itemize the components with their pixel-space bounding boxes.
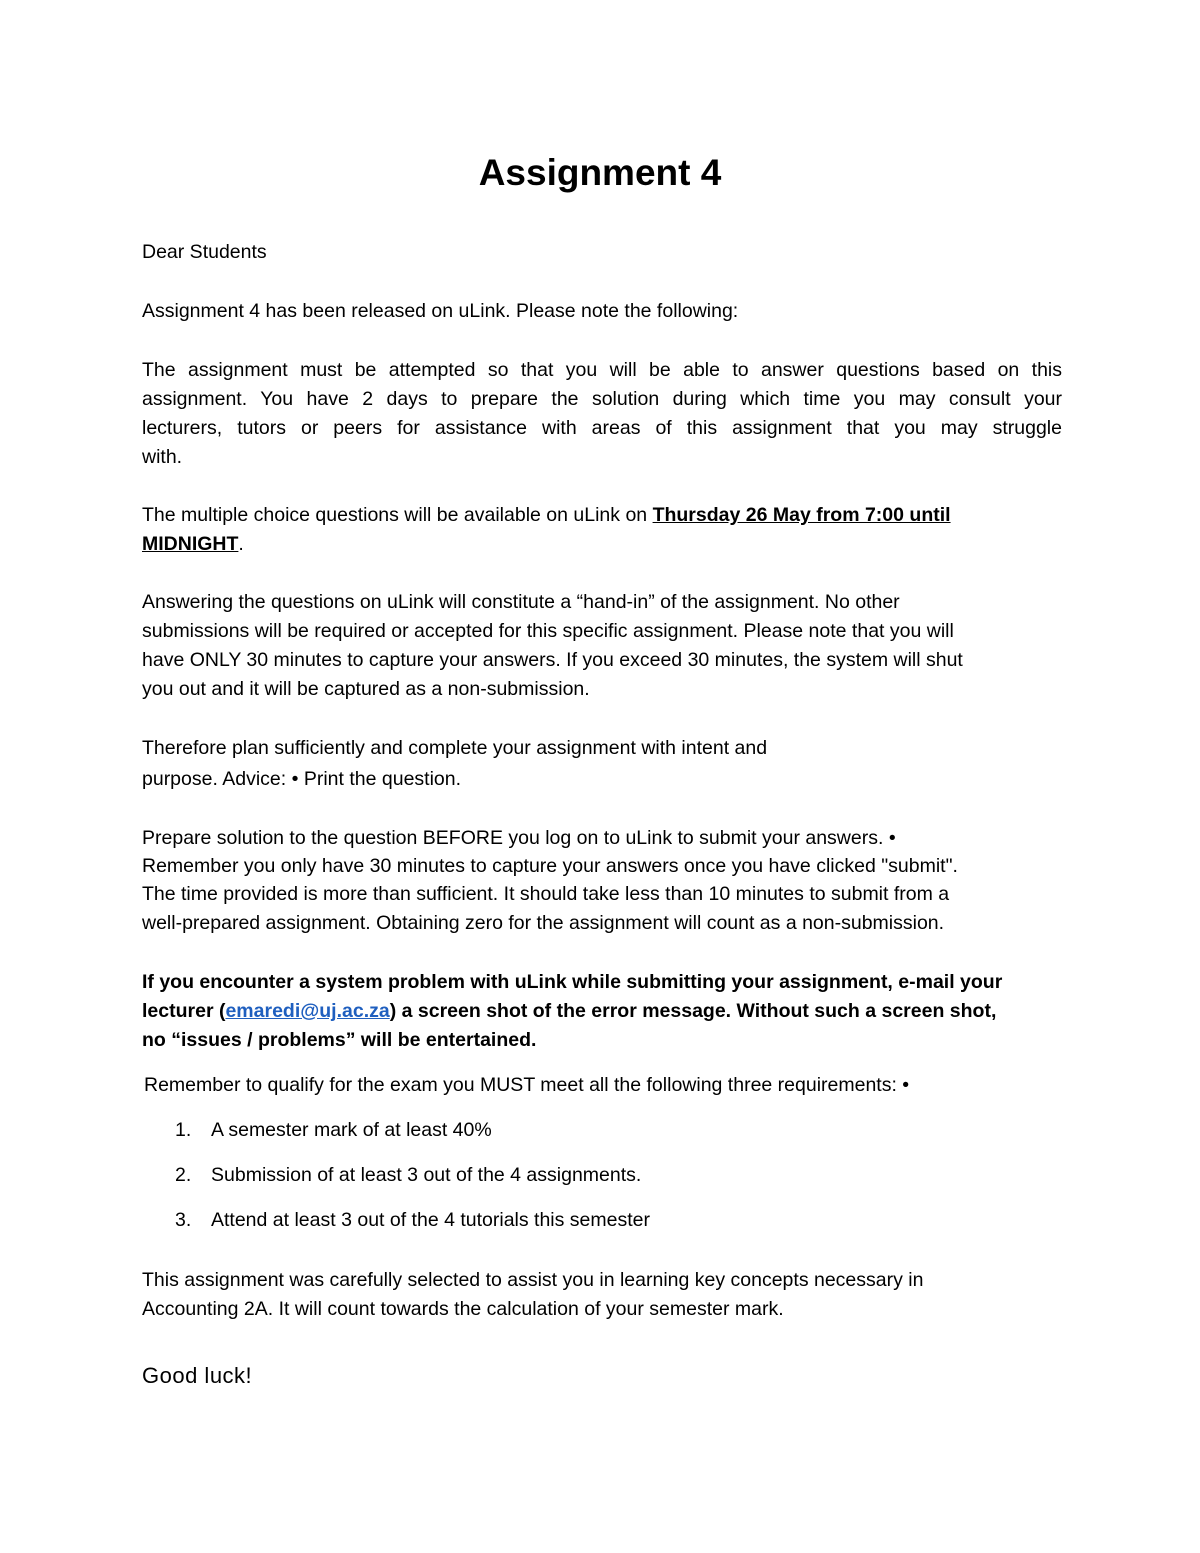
signoff: Good luck! xyxy=(142,1363,253,1388)
paragraph-line: you out and it will be captured as a non-submission. xyxy=(142,678,590,700)
availability-paragraph xyxy=(142,501,1042,559)
paragraph-line: Prepare solution to the question BEFORE you log on to uLink to submit your answers. • xyxy=(142,827,896,849)
intro-paragraph: Assignment 4 has been released on uLink. Please note the following: xyxy=(142,300,739,322)
lecturer-label: lecturer ( xyxy=(142,1000,226,1022)
paragraph-line: This assignment was carefully selected to assist you in learning key concepts necessary in xyxy=(142,1269,924,1291)
requirements-intro: Remember to qualify for the exam you MUST meet all the following three requirements: • xyxy=(144,1074,910,1096)
paragraph-line: well-prepared assignment. Obtaining zero for the assignment will count as a non-submission. xyxy=(142,912,945,934)
paragraph-line xyxy=(142,997,1062,1026)
list-item xyxy=(175,1161,641,1190)
paragraph-line: with. xyxy=(142,446,183,468)
paragraph-line: Accounting 2A. It will count towards the calculation of your semester mark. xyxy=(142,1298,784,1320)
list-number: 3. xyxy=(175,1209,192,1231)
paragraph-line: Answering the questions on uLink will constitute a “hand-in” of the assignment. No other xyxy=(142,591,900,613)
paragraph-line: have ONLY 30 minutes to capture your answers. If you exceed 30 minutes, the system will shut xyxy=(142,649,963,671)
paragraph-line: purpose. Advice: • Print the question. xyxy=(142,768,462,790)
paragraph-line: The assignment must be attempted so that you will be able to answer questions based on this xyxy=(142,359,1062,381)
greeting: Dear Students xyxy=(142,241,267,263)
lecturer-email-link[interactable]: emaredi@uj.ac.za xyxy=(225,1000,390,1022)
paragraph-line: submissions will be required or accepted for this specific assignment. Please note that you will xyxy=(142,620,954,642)
list-number: 1. xyxy=(175,1119,192,1141)
list-text: Attend at least 3 out of the 4 tutorials this semester xyxy=(211,1209,650,1231)
paragraph-line: assignment. You have 2 days to prepare the solution during which time you may consult your xyxy=(142,388,1062,410)
paragraph-line: The time provided is more than sufficient. It should take less than 10 minutes to submit from a xyxy=(142,883,950,905)
list-text: Submission of at least 3 out of the 4 assignments. xyxy=(211,1164,642,1186)
list-text: A semester mark of at least 40% xyxy=(211,1119,492,1141)
screenshot-text: ) a screen shot of the error message. Without such a screen shot, xyxy=(389,1000,997,1022)
availability-period: . xyxy=(238,533,244,555)
list-item xyxy=(175,1206,650,1235)
paragraph-line: Therefore plan sufficiently and complete your assignment with intent and xyxy=(142,737,768,759)
paragraph-line: no “issues / problems” will be entertained. xyxy=(142,1029,537,1051)
list-number: 2. xyxy=(175,1164,192,1186)
list-item xyxy=(175,1116,492,1145)
page-title: Assignment 4 xyxy=(478,152,722,193)
paragraph-line: lecturers, tutors or peers for assistance with areas of this assignment that you may struggle xyxy=(142,417,1062,439)
availability-date: Thursday 26 May from 7:00 until xyxy=(652,504,951,526)
paragraph-line: If you encounter a system problem with uLink while submitting your assignment, e-mail your xyxy=(142,971,1003,993)
paragraph-line: Remember you only have 30 minutes to capture your answers once you have clicked "submit". xyxy=(142,855,958,877)
availability-text: The multiple choice questions will be available on uLink on xyxy=(142,504,653,526)
availability-deadline: MIDNIGHT xyxy=(142,533,239,555)
